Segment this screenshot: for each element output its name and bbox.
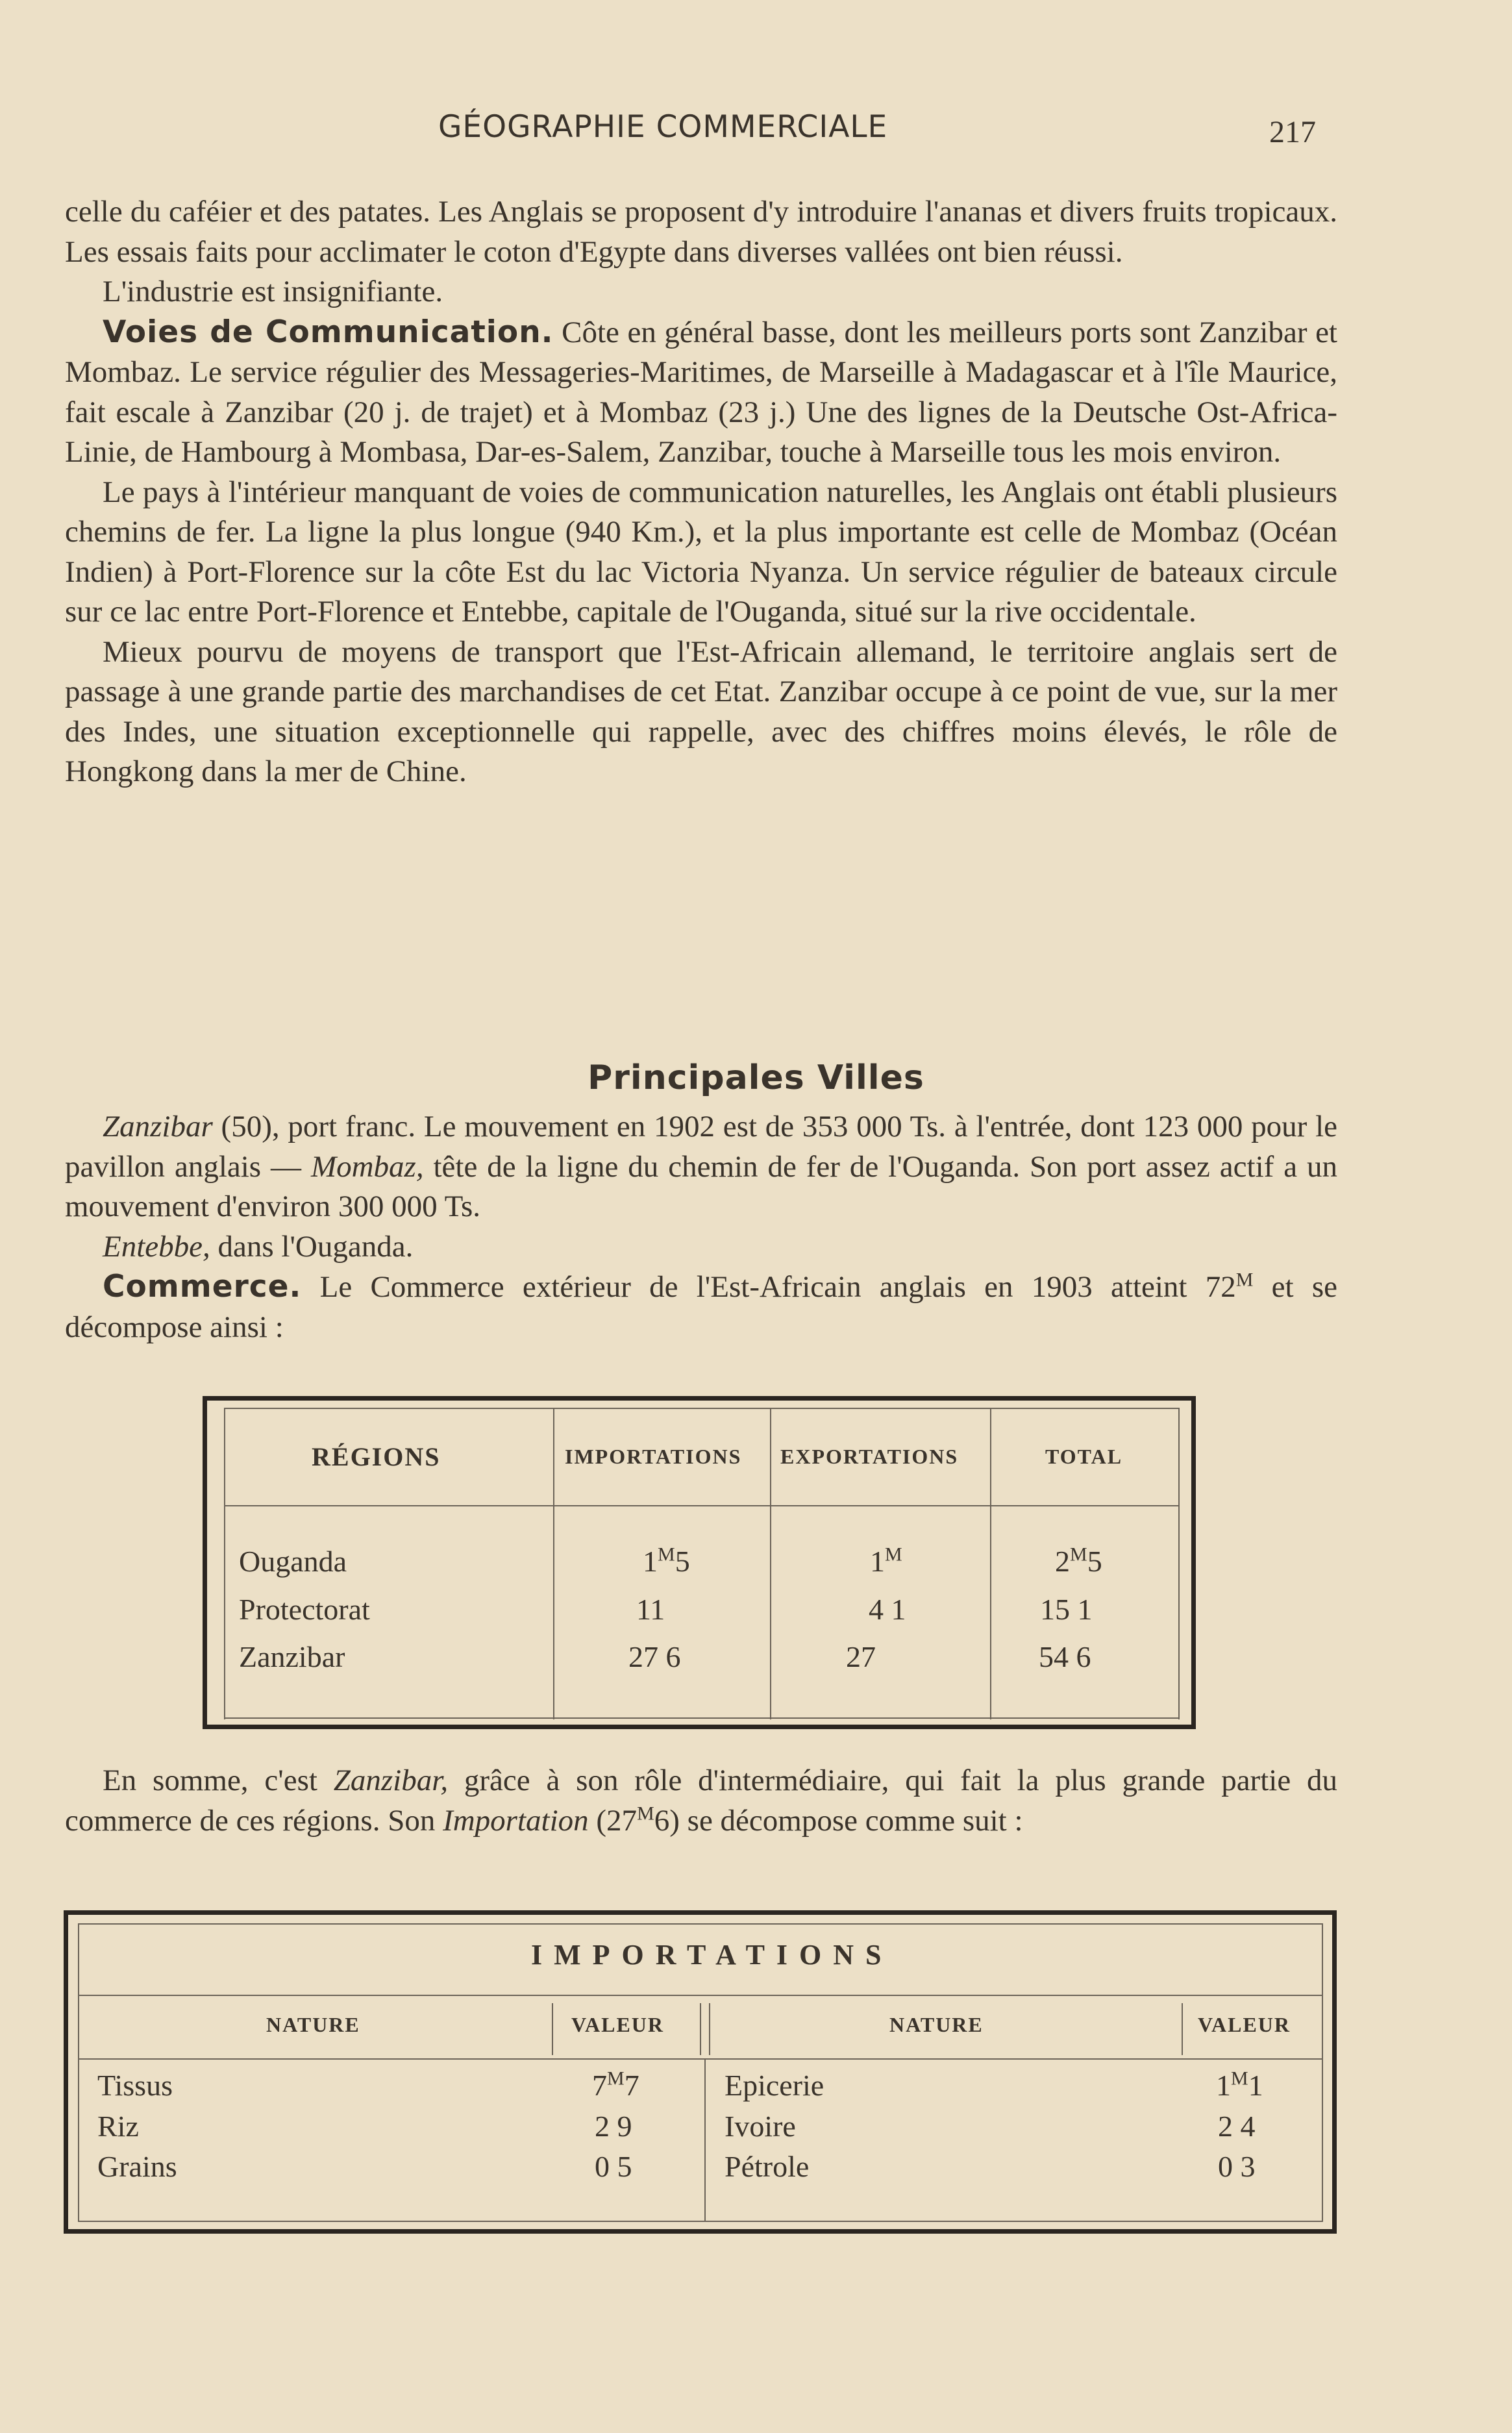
table-header: EXPORTATIONS (780, 1445, 959, 1468)
page-number: 217 (1269, 115, 1316, 149)
paragraph: En somme, c'est Zanzibar, grâce à son rôle d'intermédiaire, qui fait la plus grande partie du commerce de ces régions. Son Importation $(27^M6)$ se décompose comme suit : (65, 1764, 1338, 1838)
section-title: Commerce. (103, 1269, 302, 1304)
somme-text (65, 1761, 1337, 1841)
table-header: VALEUR (571, 2013, 664, 2036)
paragraph: Mieux pourvu de moyens de transport que l'Est-Africain allemand, le territoire anglais sert de passage à une grande partie des marchandises de cet Etat. Zanzibar occupe à ce point de vue, sur la mer des Indes, une situation exceptionnelle qui rappelle, avec des chiffres moins élevés, le rôle de Hongkong dans la mer de Chine. (65, 634, 1337, 788)
intro-text (65, 192, 1337, 792)
paragraph: Voies de Communication. Côte en général basse, dont les meilleurs ports sont Zanzibar et Mombaz. Le service régulier des Messageries-Maritimes, de Marseille à Madagascar et à l'île Maurice, fait escale à Zanzibar (20 j. de trajet) et à Mombaz (23 j.) Une des lignes de la Deutsche Ost-Africa-Linie, de Hambourg à Mombasa, Dar-es-Salem, Zanzibar, touche à Marseille tous les mois environ. (65, 314, 1337, 469)
table-header: VALEUR (1198, 2013, 1291, 2036)
section-heading: Principales Villes (588, 1058, 924, 1097)
paragraph: Le pays à l'intérieur manquant de voies de communication naturelles, les Anglais ont établi plusieurs chemins de fer. La ligne la plus longue (940 Km.), et la plus importante est celle de Mombaz (Océan Indien) à Port-Florence sur la côte Est du lac Victoria Nyanza. Un service régulier de bateaux circule sur ce lac entre Port-Florence et Entebbe, capitale de l'Ouganda, situé sur la rive occidentale. (65, 475, 1337, 629)
paragraph: L'industrie est insignifiante. (103, 275, 443, 308)
table-title: IMPORTATIONS (531, 1939, 893, 1971)
paragraph: Commerce. Le Commerce extérieur de l'Est-Africain anglais en 1903 atteint $72^M$ et se décompose ainsi : (65, 1269, 1337, 1344)
table-header: TOTAL (1045, 1445, 1123, 1468)
table-header: NATURE (266, 2013, 360, 2036)
running-header: GÉOGRAPHIE COMMERCIALE (438, 109, 888, 145)
paragraph: Zanzibar (50), port franc. Le mouvement en 1902 est de 353 000 Ts. à l'entrée, dont 123 000 pour le pavillon anglais — Mombaz, tête de la ligne du chemin de fer de l'Ouganda. Son port assez actif a un mouvement d'environ 300 000 Ts. (65, 1110, 1337, 1223)
book-page: GÉOGRAPHIE COMMERCIALE 217 celle du caféier et des patates. Les Anglais se proposent d'y introduire l'ananas et divers fruits tropicaux. Les essais faits pour acclimater le coton d'Egypte dans diverses vallées ont bien réussi. L'industrie est insignifiante. Voies de Communication. Côte en général basse, dont les meilleurs ports sont Zanzibar et Mombaz. Le service régulier des Messageries-Maritimes, de Marseille à Madagascar et à l'île Maurice, fait escale à Zanzibar (20 j. de trajet) et à Mombaz (23 j.) Une des lignes de la Deutsche Ost-Africa-Linie, de Hambourg à Mombasa, Dar-es-Salem, Zanzibar, touche à Marseille tous les mois environ. Le pays à l'intérieur manquant de voies de communication naturelles, les Anglais ont établi plusieurs chemins de fer. La ligne la plus longue (940 Km.), et la plus importante est celle de Mombaz (Océan Indien) à Port-Florence sur la côte Est du lac Victoria Nyanza. Un service régulier de bateaux circule sur ce lac entre Port-Florence et Entebbe, capitale de l'Ouganda, situé sur la rive occidentale. Mieux pourvu de moyens de transport que l'Est-Africain allemand, le territoire anglais sert de passage à une grande partie des marchandises de cet Etat. Zanzibar occupe à ce point de vue, sur la mer des Indes, une situation exceptionnelle qui rappelle, avec des chiffres moins élevés, le rôle de Hongkong dans la mer de Chine. Principales Villes Zanzibar (50), port franc. Le mouvement en 1902 est de 353 000 Ts. à l'entrée, dont 123 000 pour le pavillon anglais — Mombaz, tête de la ligne du chemin de fer de l'Ouganda. Son port assez actif a un mouvement d'environ 300 000 Ts. Entebbe, dans l'Ouganda. Commerce. Le Commerce extérieur de l'Est-Africain anglais en 1903 atteint $72^M$ et se décompose ainsi : RÉGIONS IMPORTATIONS EXPORTATIONS TOTAL Ouganda $1^M5$ $1^M$ $2^M5$ Protectorat 11 4 1 15 1 Zanzibar 27 6 27 54 6 En somme, c'est Zanzibar, grâce à son rôle d'intermédiaire, qui fait la plus grande partie du commerce de ces régions. Son Importation $(27^M6)$ se décompose comme suit : IMPORTATIONS NATURE VALEUR NATURE VALEUR Tissus $7^M7$ Epicerie $1^M1$ Riz 2 9 Ivoire 2 4 Grains 0 5 Pétrole 0 3 (0, 0, 1512, 2433)
paragraph: Entebbe, dans l'Ouganda. (103, 1229, 414, 1264)
villes-text (65, 1107, 1337, 1347)
paragraph: celle du caféier et des patates. Les Anglais se proposent d'y introduire l'ananas et divers fruits tropicaux. Les essais faits pour acclimater le coton d'Egypte dans diverses vallées ont bien réussi. (65, 195, 1337, 269)
section-title: Voies de Communication. (103, 314, 554, 350)
table-header: NATURE (889, 2013, 984, 2036)
table-header: IMPORTATIONS (565, 1445, 742, 1468)
table-header: RÉGIONS (312, 1442, 441, 1471)
